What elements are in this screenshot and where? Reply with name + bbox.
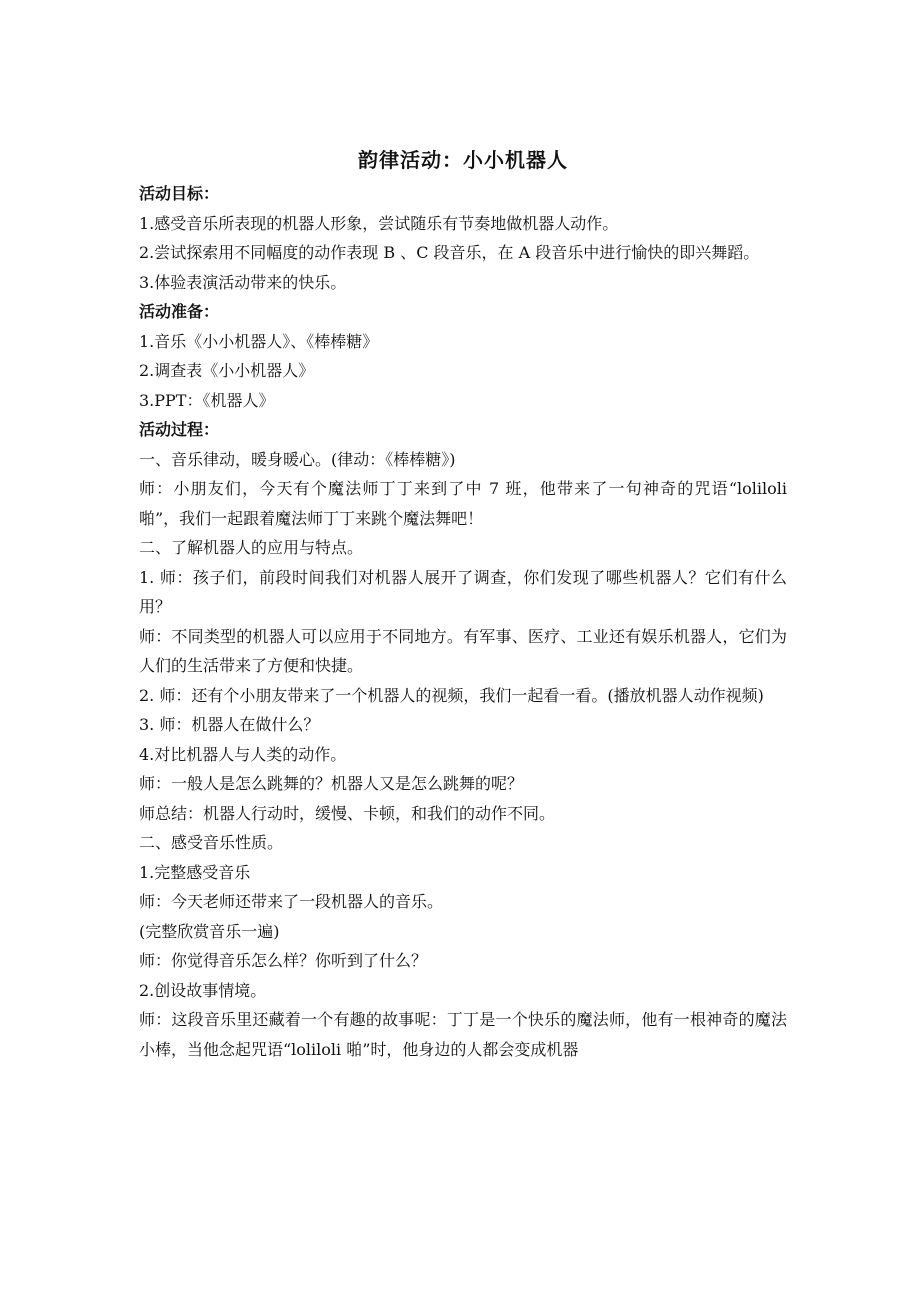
- paragraph: 师：不同类型的机器人可以应用于不同地方。有军事、医疗、工业还有娱乐机器人，它们为人们的生活带来了方便和快捷。: [139, 626, 787, 675]
- paragraph: 二、了解机器人的应用与特点。: [139, 538, 364, 557]
- section-heading: 活动准备：: [139, 302, 220, 321]
- paragraph: 1.音乐《小小机器人》、《棒棒糖》: [139, 331, 379, 351]
- document-title: 韵律活动：小小机器人: [358, 148, 568, 172]
- paragraph: 2.创设故事情境。: [139, 980, 267, 1000]
- paragraph: 师总结：机器人行动时，缓慢、卡顿，和我们的动作不同。: [139, 803, 556, 823]
- document-page: [139, 147, 787, 1064]
- section-process: [139, 415, 787, 1064]
- section-heading: 活动目标：: [139, 184, 220, 203]
- paragraph: (完整欣赏音乐一遍): [139, 921, 280, 941]
- paragraph: 1.完整感受音乐: [139, 862, 251, 882]
- section-preparation: [139, 297, 787, 415]
- paragraph: 二、感受音乐性质。: [139, 833, 284, 852]
- paragraph: 2.调查表《小小机器人》: [139, 361, 315, 380]
- paragraph: 师：小朋友们，今天有个魔法师丁丁来到了中 7 班，他带来了一句神奇的咒语“loliloli 啪”，我们一起跟着魔法师丁丁来跳个魔法舞吧！: [139, 479, 787, 528]
- paragraph: 师：这段音乐里还藏着一个有趣的故事呢：丁丁是一个快乐的魔法师，他有一根神奇的魔法小棒，当他念起咒语“loliloli 啪”时，他身边的人都会变成机器: [139, 1010, 787, 1059]
- section-goals: [139, 179, 787, 297]
- paragraph: 3.体验表演活动带来的快乐。: [139, 272, 347, 292]
- section-heading: 活动过程：: [139, 420, 220, 439]
- paragraph: 3. 师：机器人在做什么？: [139, 715, 320, 734]
- paragraph: 1.感受音乐所表现的机器人形象，尝试随乐有节奏地做机器人动作。: [139, 213, 619, 233]
- paragraph: 1. 师：孩子们，前段时间我们对机器人展开了调查，你们发现了哪些机器人？它们有什么用？: [139, 567, 787, 616]
- paragraph: 2. 师：还有个小朋友带来了一个机器人的视频，我们一起看一看。(播放机器人动作视频): [139, 685, 764, 705]
- paragraph: 2.尝试探索用不同幅度的动作表现 B 、C 段音乐，在 A 段音乐中进行愉快的即兴舞蹈。: [139, 243, 760, 262]
- paragraph: 师：一般人是怎么跳舞的？机器人又是怎么跳舞的呢？: [139, 774, 524, 793]
- paragraph: 师：今天老师还带来了一段机器人的音乐。: [139, 892, 444, 911]
- paragraph: 一、音乐律动，暖身暖心。(律动：《棒棒糖》): [139, 449, 456, 469]
- paragraph: 4.对比机器人与人类的动作。: [139, 744, 347, 764]
- paragraph: 3.PPT：《机器人》: [139, 390, 275, 410]
- paragraph: 师：你觉得音乐怎么样？你听到了什么？: [139, 951, 428, 970]
